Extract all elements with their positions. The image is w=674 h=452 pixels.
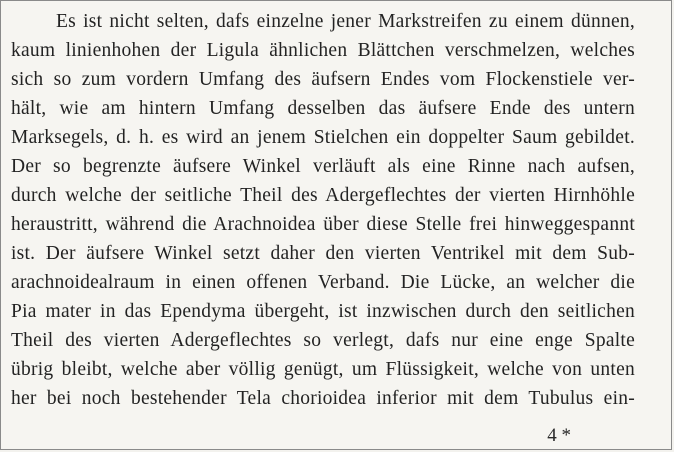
text-line-2: kaum linienhohen der Ligula ähnlichen Blättchen verschmelzen, welches [11, 40, 635, 61]
text-line-8: heraustritt, während die Arachnoidea über diese Stelle frei hinweggespannt [11, 214, 635, 235]
text-line-4: hält, wie am hintern Umfang desselben das äufsere Ende des untern [11, 98, 635, 119]
text-line-10: arachnoidealraum in einen offenen Verband. Die Lücke, an welcher die [11, 272, 635, 293]
text-line-11: Pia mater in das Ependyma übergeht, ist inzwischen durch den seitlichen [11, 301, 635, 322]
text-line-12: Theil des vierten Adergeflechtes so verlegt, dafs nur eine enge Spalte [11, 330, 635, 351]
page-number: 4 * [547, 425, 571, 446]
text-line-7: durch welche der seitliche Theil des Adergeflechtes der vierten Hirnhöhle [11, 185, 635, 206]
text-line-3: sich so zum vordern Umfang des äufsern Endes vom Flockenstiele ver- [11, 69, 635, 90]
text-line-9: ist. Der äufsere Winkel setzt daher den vierten Ventrikel mit dem Sub- [11, 243, 635, 264]
text-line-13: übrig bleibt, welche aber völlig genügt, um Flüssigkeit, welche von unten [11, 359, 635, 380]
text-line-1: Es ist nicht selten, dafs einzelne jener Markstreifen zu einem dünnen, [56, 11, 635, 32]
text-line-6: Der so begrenzte äufsere Winkel verläuft als eine Rinne nach aufsen, [11, 156, 635, 177]
text-line-5: Marksegels, d. h. es wird an jenem Stielchen ein doppelter Saum gebildet. [11, 127, 635, 148]
text-line-14: her bei noch bestehender Tela chorioidea inferior mit dem Tubulus ein- [11, 388, 635, 409]
